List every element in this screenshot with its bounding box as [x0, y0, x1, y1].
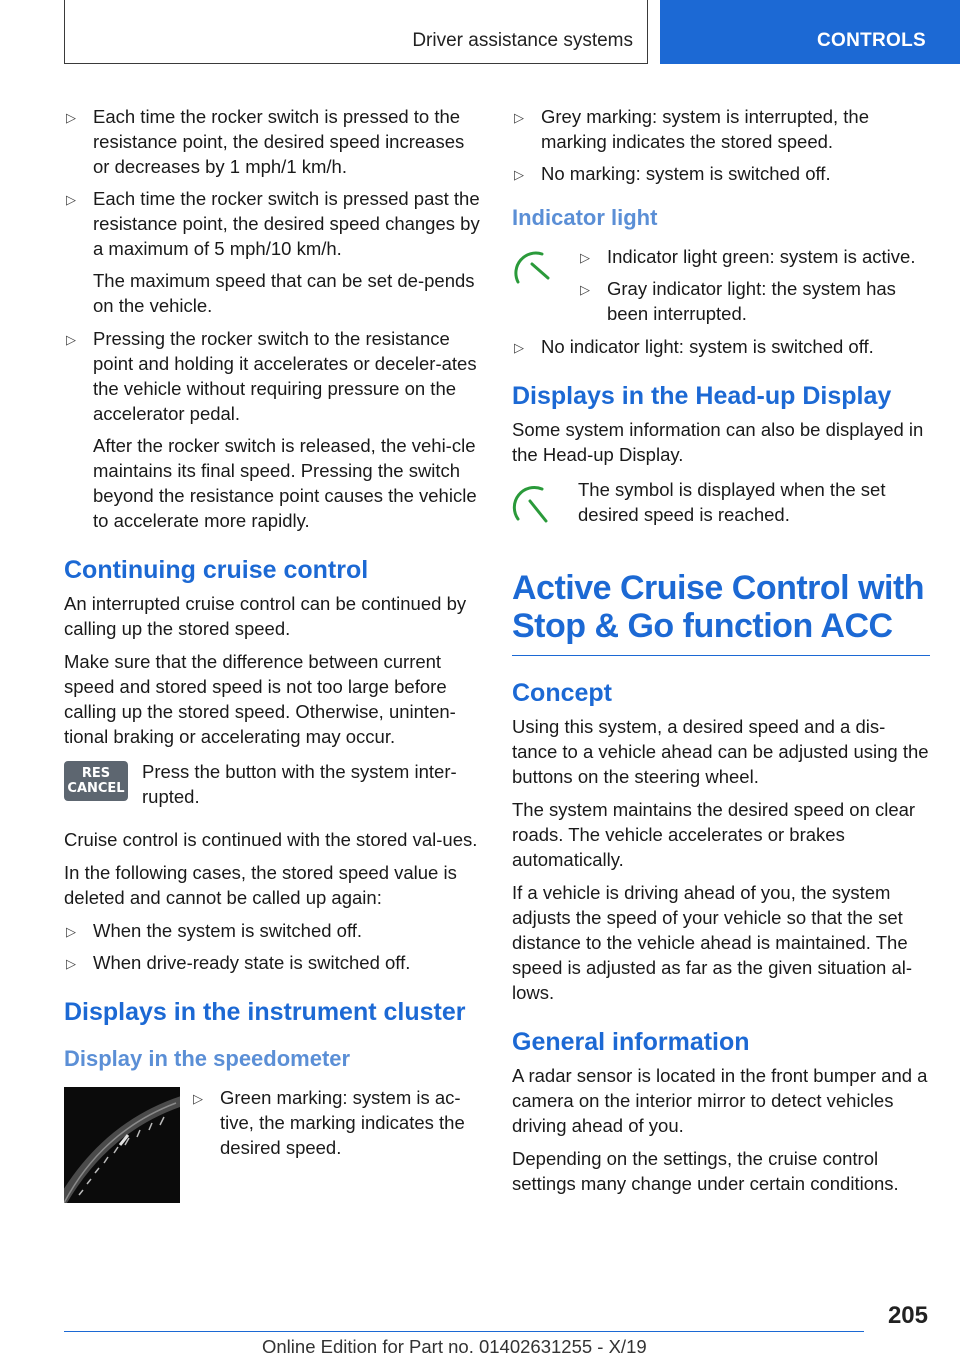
edition-text: Online Edition for Part no. 01402631255 - X/19 [262, 1336, 647, 1357]
heading-active-cruise-control: Active Cruise Control with Stop & Go function ACC [512, 569, 930, 656]
footer-rule [64, 1331, 864, 1332]
res-cancel-row [64, 759, 480, 819]
page-footer [0, 1290, 960, 1362]
paragraph: Depending on the settings, the cruise control settings many change under certain conditions. [512, 1148, 899, 1194]
hud-symbol-row [512, 477, 930, 537]
triangle-bullet-icon: ▷ [66, 192, 76, 207]
section-title: Driver assistance systems [412, 30, 633, 51]
paragraph: The system maintains the desired speed on clear roads. The vehicle accelerates or brakes automatically. [512, 799, 916, 870]
heading-display-in-speedometer: Display in the speedometer [64, 1046, 351, 1071]
list-item: ▷ Gray indicator light: the system has been interrupted. [580, 278, 896, 324]
speedometer-dial-icon [64, 1087, 180, 1203]
paragraph: Using this system, a desired speed and a dis-tance to a vehicle ahead can be adjusted using the buttons on the steering wheel. [512, 716, 929, 787]
list-item: ▷ No marking: system is switched off. [512, 161, 930, 186]
list-item: ▷ No indicator light: system is switched off. [512, 334, 930, 359]
paragraph: In the following cases, the stored speed value is deleted and cannot be called up again: [64, 862, 457, 908]
hud-speed-reached-icon [512, 479, 556, 532]
heading-concept: Concept [512, 679, 612, 707]
paragraph: Press the button with the system inter-rupted. [142, 761, 457, 807]
section-title-box [64, 0, 648, 64]
paragraph: If a vehicle is driving ahead of you, the system adjusts the speed of your vehicle so that the set distance to the vehicle ahead is maintained. The speed is adjusted as far as the given situation al-lows. [512, 882, 913, 1003]
speedometer-image [64, 1087, 180, 1203]
list-item: ▷ Each time the rocker switch is pressed to the resistance point, the desired speed increases or decreases by 1 mph/1 km/h. [66, 106, 465, 177]
heading-general-information: General information [512, 1028, 750, 1056]
cruise-indicator-icon [512, 246, 556, 295]
triangle-bullet-icon: ▷ [193, 1091, 203, 1106]
triangle-bullet-icon: ▷ [514, 167, 524, 182]
triangle-bullet-icon: ▷ [580, 282, 590, 297]
list-item: ▷ Pressing the rocker switch to the resistance point and holding it accelerates or deceler-ates the vehicle without requiring pressure on the accelerator pedal. [66, 328, 477, 424]
triangle-bullet-icon: ▷ [514, 340, 524, 355]
list-item: ▷ Indicator light green: system is active. [578, 244, 930, 269]
paragraph: A radar sensor is located in the front bumper and a camera on the interior mirror to detect vehicles driving ahead of you. [512, 1065, 928, 1136]
triangle-bullet-icon: ▷ [66, 332, 76, 347]
list-item: ▷ Each time the rocker switch is pressed past the resistance point, the desired speed changes by a maximum of 5 mph/10 km/h. [66, 188, 480, 259]
chapter-tab [660, 0, 960, 64]
list-item: ▷ Green marking: system is ac-tive, the marking indicates the desired speed. [193, 1087, 465, 1158]
list-item: ▷ When the system is switched off. [64, 918, 480, 943]
res-cancel-button-icon: RES CANCEL [64, 761, 128, 801]
triangle-bullet-icon: ▷ [66, 956, 76, 971]
right-column [512, 104, 930, 1204]
paragraph: The symbol is displayed when the set desired speed is reached. [578, 479, 886, 525]
paragraph: An interrupted cruise control can be continued by calling up the stored speed. [64, 593, 467, 639]
list-item-continuation: After the rocker switch is released, the vehi-cle maintains its final speed. Pressing the switch beyond the resistance point causes the vehicle to accelerate more rapidly. [93, 435, 477, 531]
chapter-title: CONTROLS [816, 30, 926, 51]
list-item-continuation: The maximum speed that can be set de-pends on the vehicle. [93, 270, 475, 316]
left-column [64, 104, 480, 1167]
paragraph: Cruise control is continued with the stored val-ues. [64, 829, 478, 850]
page-number: 205 [887, 1302, 928, 1329]
triangle-bullet-icon: ▷ [514, 110, 524, 125]
triangle-bullet-icon: ▷ [580, 250, 590, 265]
heading-displays-instrument-cluster: Displays in the instrument cluster [64, 998, 466, 1026]
list-item: ▷ Grey marking: system is interrupted, the marking indicates the stored speed. [514, 106, 869, 152]
indicator-light-row [512, 244, 930, 326]
page-header [0, 0, 960, 66]
triangle-bullet-icon: ▷ [66, 110, 76, 125]
list-item: ▷ When drive-ready state is switched off. [64, 950, 480, 975]
heading-displays-head-up-display: Displays in the Head-up Display [512, 382, 892, 410]
speedometer-row [64, 1085, 480, 1160]
heading-indicator-light: Indicator light [512, 205, 658, 230]
triangle-bullet-icon: ▷ [66, 924, 76, 939]
heading-continuing-cruise-control: Continuing cruise control [64, 556, 369, 584]
paragraph: Make sure that the difference between current speed and stored speed is not too large before calling up the stored speed. Otherwise, uninten-tional braking or accelerating may occur. [64, 651, 456, 747]
paragraph: Some system information can also be displayed in the Head-up Display. [512, 419, 924, 465]
